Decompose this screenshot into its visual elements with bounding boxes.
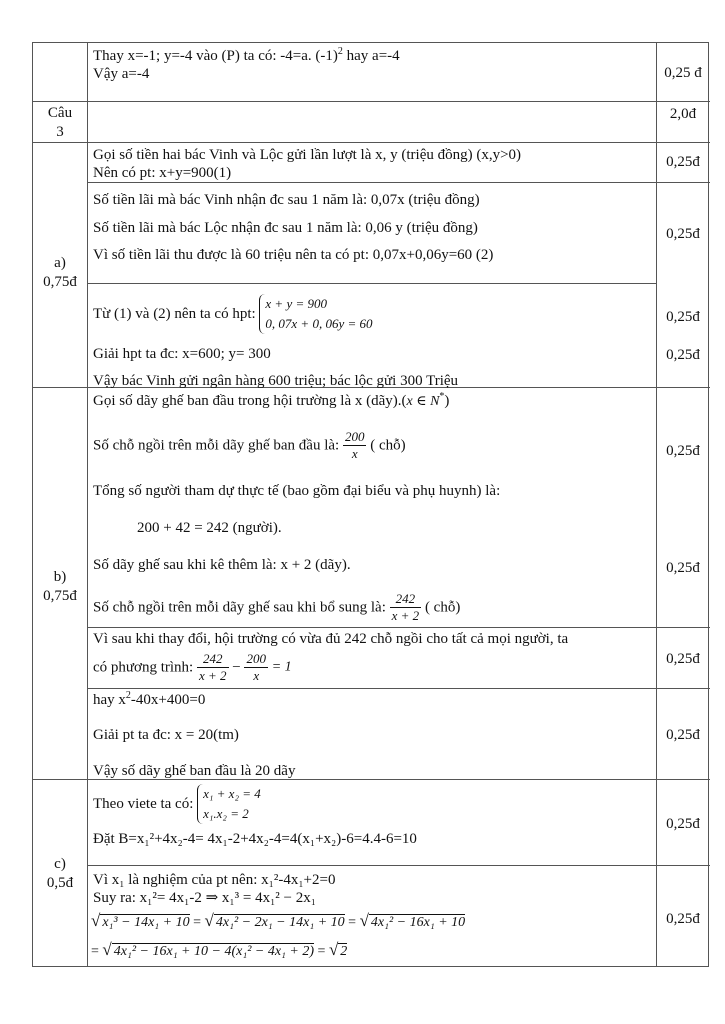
- score-divider: [656, 865, 710, 866]
- system-brace: x + y = 900 0, 07x + 0, 06y = 60: [259, 294, 372, 334]
- part-a-line-8: Vậy bác Vinh gửi ngân hàng 600 triệu; bác lộc gửi 300 Triệu: [93, 373, 459, 389]
- part-b-score-1: 0,25đ: [666, 443, 700, 459]
- part-a-line-2: Nên có pt: x+y=900(1): [93, 165, 232, 181]
- question-total-score: 2,0đ: [669, 106, 697, 122]
- part-c-score-2: 0,25đ: [666, 911, 700, 927]
- part-c-label: c) 0,5đ: [46, 856, 74, 891]
- part-b-label: b) 0,75đ: [43, 569, 77, 604]
- fraction-200-over-x: $\frac{200}{x}$: [246, 651, 266, 683]
- top-line-2: Vậy a=-4: [93, 66, 150, 82]
- part-b-line-6: Số chỗ ngồi trên mỗi dãy ghế sau khi bổ sung là: $\frac{242}{x + 2}$ ( chỗ): [93, 591, 461, 623]
- answer-table: [32, 42, 709, 967]
- part-b-line-11: Vậy số dãy ghế ban đầu là 20 dãy: [93, 763, 296, 779]
- subrow-divider: [87, 627, 656, 628]
- part-a-system-line: Từ (1) và (2) nên ta có hpt: x + y = 900 0, 07x + 0, 06y = 60: [93, 294, 373, 334]
- part-c-score-1: 0,25đ: [666, 816, 700, 832]
- part-c-line-3: Vì x₁ là nghiệm của pt nên: x₁²-4x₁+2=0: [93, 872, 336, 888]
- part-b-line-5: Số dãy ghế sau khi kê thêm là: x + 2 (dãy).: [93, 557, 351, 573]
- part-b-score-2: 0,25đ: [666, 560, 700, 576]
- part-a-score-3: 0,25đ: [666, 309, 700, 325]
- row-divider: [33, 142, 710, 143]
- part-a-line-4: Số tiền lãi mà bác Lộc nhận đc sau 1 năm là: 0,06 y (triệu đồng): [93, 220, 478, 236]
- part-a-line-1: Gọi số tiền hai bác Vinh và Lộc gửi lần lượt là x, y (triệu đồng) (x,y>0): [93, 147, 522, 163]
- part-b-line-9: hay $x^2-40x+400=0$: [93, 690, 206, 708]
- part-b-line-7: Vì sau khi thay đổi, hội trường có vừa đủ 242 chỗ ngồi cho tất cả mọi người, ta: [93, 631, 569, 647]
- part-c-viete-line: Theo viete ta có: x₁ + x₂ = 4 x₁.x₂ = 2: [93, 784, 261, 824]
- part-a-score-1: 0,25đ: [666, 154, 700, 170]
- part-b-line-4: 200 + 42 = 242 (người).: [137, 520, 282, 536]
- viete-system-brace: x₁ + x₂ = 4 x₁.x₂ = 2: [197, 784, 261, 824]
- fraction-200-over-x: $\frac{200}{x}$: [344, 429, 365, 461]
- part-b-score-4: 0,25đ: [666, 727, 700, 743]
- fraction-242-over-x-plus-2: $\frac{242}{x + 2}$: [198, 651, 227, 683]
- subrow-divider: [87, 283, 656, 284]
- part-b-line-3: Tổng số người tham dự thực tế (bao gồm đại biểu và phụ huynh) là:: [93, 483, 501, 499]
- part-b-equation-line: có phương trình: $\frac{242}{x + 2}$ − $\frac{200}{x}$ = 1: [93, 651, 292, 683]
- score-divider: [656, 688, 710, 689]
- part-a-line-3: Số tiền lãi mà bác Vinh nhận đc sau 1 năm là: 0,07x (triệu đồng): [93, 192, 480, 208]
- part-c-radical-line-2: = √ 4x₁² − 16x₁ + 10 − 4(x₁² − 4x₁ + 2) = √ 2: [91, 940, 348, 959]
- fraction-242-over-x-plus-2: $\frac{242}{x + 2}$: [391, 591, 420, 623]
- subrow-divider: [87, 688, 656, 689]
- part-b-line-10: Giải pt ta đc: x = 20(tm): [93, 727, 239, 743]
- part-a-line-5: Vì số tiền lãi thu được là 60 triệu nên ta có pt: 0,07x+0,06y=60 (2): [93, 247, 494, 263]
- part-c-line-4: Suy ra: x₁²= 4x₁-2 ⇒ x₁³ = 4x₁² − 2x₁: [93, 890, 316, 906]
- subrow-divider: [87, 865, 656, 866]
- subrow-divider: [87, 182, 656, 183]
- part-b-line-1: Gọi số dãy ghế ban đầu trong hội trường là x (dãy).(x ∈ N*): [93, 391, 450, 409]
- question-label: Câu 3: [47, 105, 73, 140]
- part-b-line-2: Số chỗ ngồi trên mỗi dãy ghế ban đầu là: $\frac{200}{x}$ ( chỗ): [93, 429, 406, 461]
- row-divider: [33, 101, 710, 102]
- part-c-line-2: Đặt B=x₁²+4x₂-4= 4x₁-2+4x₂-4=4(x₁+x₂)-6=4.4-6=10: [93, 831, 417, 847]
- part-a-line-7: Giải hpt ta đc: x=600; y= 300: [93, 346, 271, 362]
- score-divider: [656, 627, 710, 628]
- top-score: 0,25 đ: [664, 65, 702, 81]
- part-a-score-2: 0,25đ: [666, 226, 700, 242]
- part-a-label: a) 0,75đ: [43, 255, 77, 290]
- part-a-score-4: 0,25đ: [666, 347, 700, 363]
- part-c-radical-line-1: √ x₁³ − 14x₁ + 10 = √ 4x₁² − 2x₁ − 14x₁ + 10 = √ 4x₁² − 16x₁ + 10: [91, 911, 466, 930]
- top-line-1: Thay x=-1; y=-4 vào (P) ta có: -4=a. $(-1)^2$ hay a=-4: [93, 46, 400, 64]
- score-divider: [656, 182, 710, 183]
- part-b-score-3: 0,25đ: [666, 651, 700, 667]
